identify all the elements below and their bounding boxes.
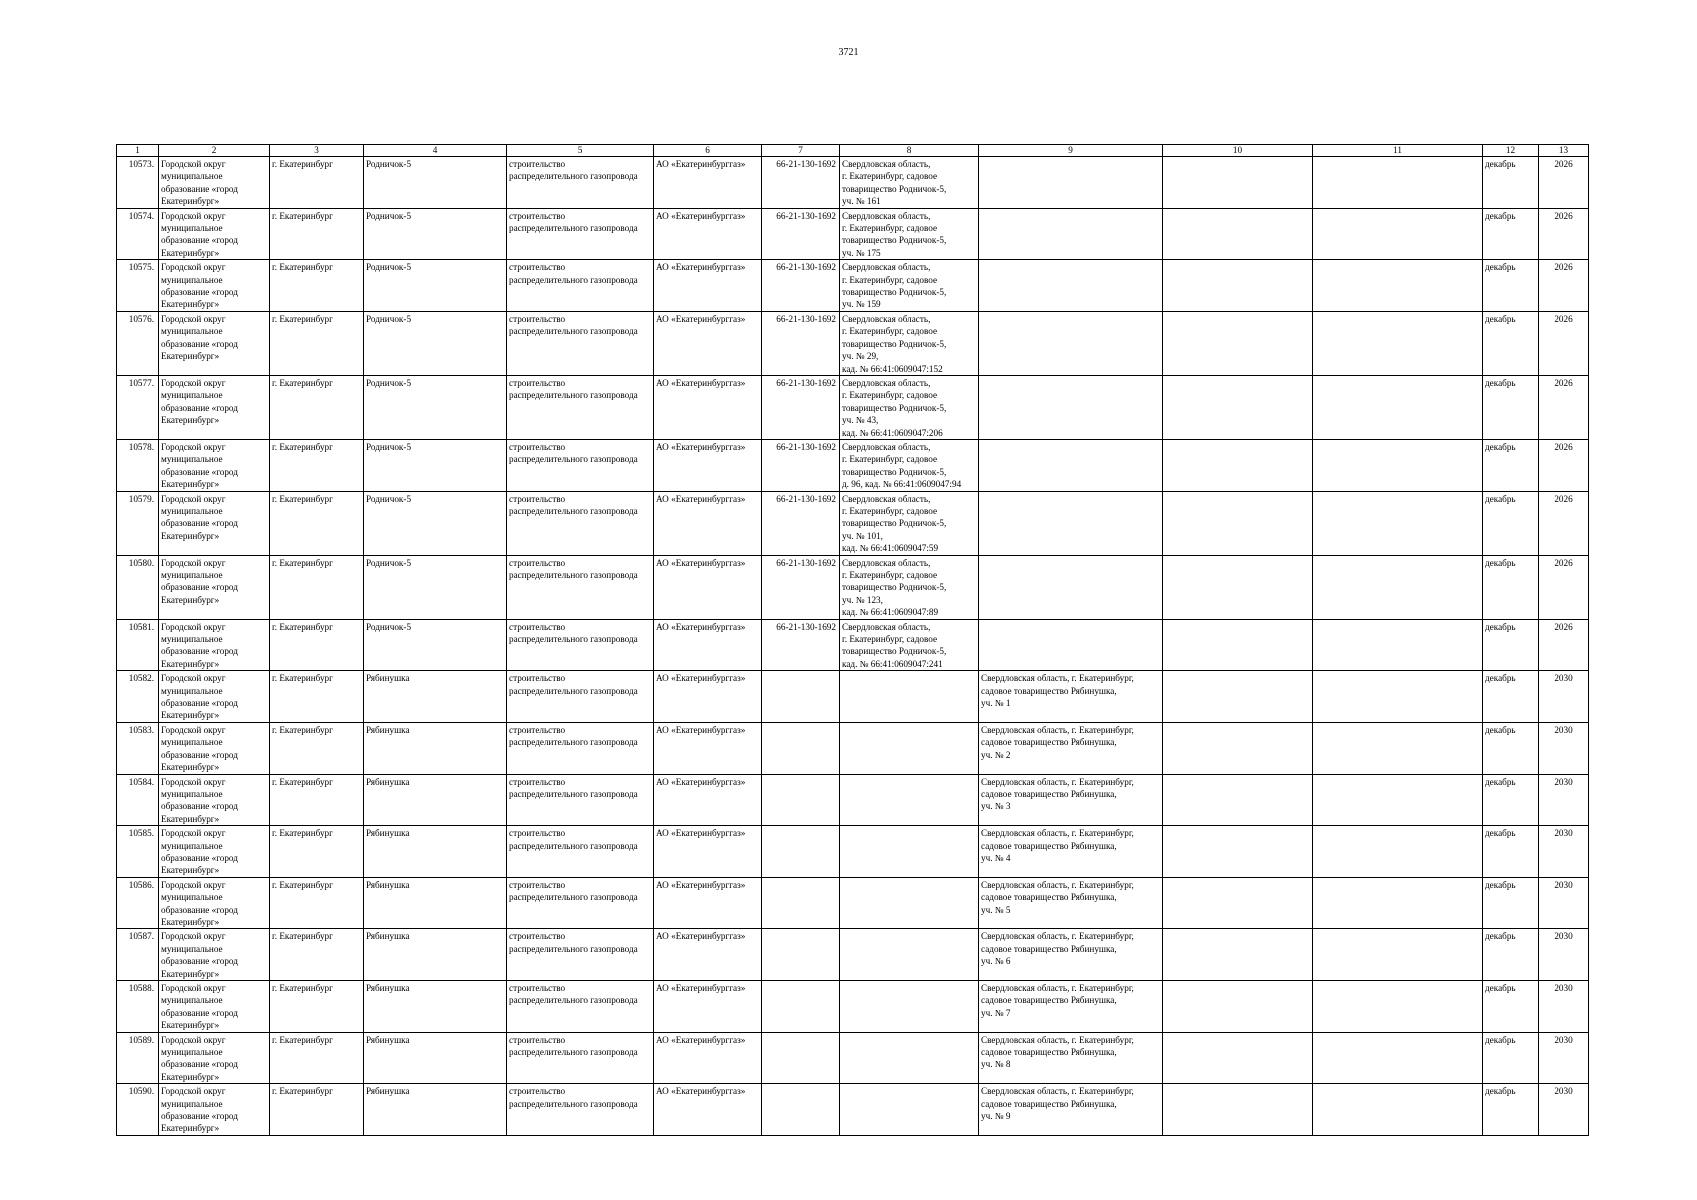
month-cell: декабрь: [1483, 929, 1539, 981]
code-cell: [762, 929, 840, 981]
municipality-cell: Городской округ муниципальное образование «город Екатеринбург»: [159, 826, 270, 878]
col11-cell: [1313, 929, 1483, 981]
municipality-cell: Городской округ муниципальное образование «город Екатеринбург»: [159, 619, 270, 671]
table-row: [117, 929, 1589, 981]
row-number-cell: 10588.: [117, 981, 159, 1033]
municipality-cell: Городской округ муниципальное образование «город Екатеринбург»: [159, 671, 270, 723]
row-number-cell: 10582.: [117, 671, 159, 723]
column-header: 7: [762, 145, 840, 157]
year-cell: 2026: [1539, 157, 1589, 209]
row-number-cell: 10577.: [117, 375, 159, 439]
col10-cell: [1163, 491, 1313, 555]
register-table: [116, 144, 1589, 1136]
address-col8-cell: [840, 671, 979, 723]
month-cell: декабрь: [1483, 722, 1539, 774]
row-number-cell: 10575.: [117, 260, 159, 312]
address-col9-cell: [979, 619, 1163, 671]
settlement-cell: Родничок-5: [364, 619, 507, 671]
year-cell: 2026: [1539, 439, 1589, 491]
column-header: 6: [654, 145, 762, 157]
settlement-cell: Родничок-5: [364, 260, 507, 312]
settlement-cell: Рябинушка: [364, 1084, 507, 1136]
settlement-cell: Родничок-5: [364, 375, 507, 439]
operator-cell: АО «Екатеринбурггаз»: [654, 439, 762, 491]
municipality-cell: Городской округ муниципальное образование «город Екатеринбург»: [159, 722, 270, 774]
operator-cell: АО «Екатеринбурггаз»: [654, 157, 762, 209]
address-col8-cell: [840, 1084, 979, 1136]
column-header: 3: [270, 145, 364, 157]
operator-cell: АО «Екатеринбурггаз»: [654, 929, 762, 981]
code-cell: [762, 1084, 840, 1136]
column-header: 11: [1313, 145, 1483, 157]
address-col8-cell: [840, 877, 979, 929]
address-col9-cell: Свердловская область, г. Екатеринбург, садовое товарищество Рябинушка, уч. № 7: [979, 981, 1163, 1033]
col10-cell: [1163, 375, 1313, 439]
col10-cell: [1163, 208, 1313, 260]
work-type-cell: строительство распределительного газопровода: [507, 1032, 654, 1084]
city-cell: г. Екатеринбург: [270, 981, 364, 1033]
year-cell: 2030: [1539, 722, 1589, 774]
city-cell: г. Екатеринбург: [270, 311, 364, 375]
month-cell: декабрь: [1483, 1032, 1539, 1084]
page-number: 3721: [838, 47, 859, 58]
col10-cell: [1163, 826, 1313, 878]
city-cell: г. Екатеринбург: [270, 375, 364, 439]
address-col8-cell: Свердловская область, г. Екатеринбург, садовое товарищество Родничок-5, уч. № 101, кад. № 66:41:0609047:59: [840, 491, 979, 555]
settlement-cell: Родничок-5: [364, 439, 507, 491]
year-cell: 2030: [1539, 1084, 1589, 1136]
address-col9-cell: Свердловская область, г. Екатеринбург, садовое товарищество Рябинушка, уч. № 9: [979, 1084, 1163, 1136]
col11-cell: [1313, 260, 1483, 312]
col11-cell: [1313, 722, 1483, 774]
address-col9-cell: [979, 208, 1163, 260]
municipality-cell: Городской округ муниципальное образование «город Екатеринбург»: [159, 260, 270, 312]
code-cell: 66-21-130-1692: [762, 375, 840, 439]
row-number-cell: 10580.: [117, 555, 159, 619]
work-type-cell: строительство распределительного газопровода: [507, 619, 654, 671]
address-col8-cell: Свердловская область, г. Екатеринбург, садовое товарищество Родничок-5, уч. № 159: [840, 260, 979, 312]
work-type-cell: строительство распределительного газопровода: [507, 491, 654, 555]
row-number-cell: 10590.: [117, 1084, 159, 1136]
col10-cell: [1163, 555, 1313, 619]
code-cell: 66-21-130-1692: [762, 439, 840, 491]
operator-cell: АО «Екатеринбурггаз»: [654, 208, 762, 260]
municipality-cell: Городской округ муниципальное образование «город Екатеринбург»: [159, 491, 270, 555]
table-row: [117, 1084, 1589, 1136]
year-cell: 2026: [1539, 619, 1589, 671]
address-col8-cell: [840, 774, 979, 826]
col11-cell: [1313, 157, 1483, 209]
year-cell: 2026: [1539, 260, 1589, 312]
year-cell: 2030: [1539, 877, 1589, 929]
operator-cell: АО «Екатеринбурггаз»: [654, 375, 762, 439]
address-col8-cell: Свердловская область, г. Екатеринбург, садовое товарищество Родничок-5, уч. № 161: [840, 157, 979, 209]
municipality-cell: Городской округ муниципальное образование «город Екатеринбург»: [159, 1084, 270, 1136]
col10-cell: [1163, 774, 1313, 826]
municipality-cell: Городской округ муниципальное образование «город Екатеринбург»: [159, 311, 270, 375]
column-header: 12: [1483, 145, 1539, 157]
municipality-cell: Городской округ муниципальное образование «город Екатеринбург»: [159, 208, 270, 260]
work-type-cell: строительство распределительного газопровода: [507, 439, 654, 491]
code-cell: 66-21-130-1692: [762, 555, 840, 619]
code-cell: 66-21-130-1692: [762, 491, 840, 555]
work-type-cell: строительство распределительного газопровода: [507, 877, 654, 929]
table-row: [117, 439, 1589, 491]
month-cell: декабрь: [1483, 208, 1539, 260]
year-cell: 2026: [1539, 208, 1589, 260]
month-cell: декабрь: [1483, 774, 1539, 826]
operator-cell: АО «Екатеринбурггаз»: [654, 1032, 762, 1084]
municipality-cell: Городской округ муниципальное образование «город Екатеринбург»: [159, 774, 270, 826]
month-cell: декабрь: [1483, 157, 1539, 209]
address-col8-cell: [840, 929, 979, 981]
code-cell: [762, 774, 840, 826]
operator-cell: АО «Екатеринбурггаз»: [654, 619, 762, 671]
municipality-cell: Городской округ муниципальное образование «город Екатеринбург»: [159, 981, 270, 1033]
col11-cell: [1313, 439, 1483, 491]
settlement-cell: Рябинушка: [364, 1032, 507, 1084]
table-row: [117, 826, 1589, 878]
address-col8-cell: Свердловская область, г. Екатеринбург, садовое товарищество Родничок-5, уч. № 29, кад. № 66:41:0609047:152: [840, 311, 979, 375]
row-number-cell: 10586.: [117, 877, 159, 929]
operator-cell: АО «Екатеринбурггаз»: [654, 260, 762, 312]
address-col8-cell: [840, 826, 979, 878]
address-col8-cell: [840, 1032, 979, 1084]
city-cell: г. Екатеринбург: [270, 826, 364, 878]
work-type-cell: строительство распределительного газопровода: [507, 208, 654, 260]
municipality-cell: Городской округ муниципальное образование «город Екатеринбург»: [159, 555, 270, 619]
month-cell: декабрь: [1483, 260, 1539, 312]
col11-cell: [1313, 208, 1483, 260]
col10-cell: [1163, 722, 1313, 774]
operator-cell: АО «Екатеринбурггаз»: [654, 722, 762, 774]
code-cell: [762, 1032, 840, 1084]
city-cell: г. Екатеринбург: [270, 157, 364, 209]
code-cell: 66-21-130-1692: [762, 260, 840, 312]
col10-cell: [1163, 1084, 1313, 1136]
col11-cell: [1313, 671, 1483, 723]
year-cell: 2030: [1539, 929, 1589, 981]
table-row: [117, 260, 1589, 312]
address-col9-cell: Свердловская область, г. Екатеринбург, садовое товарищество Рябинушка, уч. № 4: [979, 826, 1163, 878]
column-header: 13: [1539, 145, 1589, 157]
municipality-cell: Городской округ муниципальное образование «город Екатеринбург»: [159, 157, 270, 209]
city-cell: г. Екатеринбург: [270, 619, 364, 671]
month-cell: декабрь: [1483, 491, 1539, 555]
municipality-cell: Городской округ муниципальное образование «город Екатеринбург»: [159, 877, 270, 929]
city-cell: г. Екатеринбург: [270, 774, 364, 826]
address-col9-cell: Свердловская область, г. Екатеринбург, садовое товарищество Рябинушка, уч. № 6: [979, 929, 1163, 981]
year-cell: 2026: [1539, 555, 1589, 619]
work-type-cell: строительство распределительного газопровода: [507, 157, 654, 209]
table-row: [117, 208, 1589, 260]
col10-cell: [1163, 439, 1313, 491]
address-col9-cell: [979, 491, 1163, 555]
col11-cell: [1313, 826, 1483, 878]
work-type-cell: строительство распределительного газопровода: [507, 1084, 654, 1136]
address-col9-cell: Свердловская область, г. Екатеринбург, садовое товарищество Рябинушка, уч. № 5: [979, 877, 1163, 929]
month-cell: декабрь: [1483, 311, 1539, 375]
header-row: [117, 145, 1589, 157]
table-row: [117, 671, 1589, 723]
column-header: 4: [364, 145, 507, 157]
address-col9-cell: Свердловская область, г. Екатеринбург, садовое товарищество Рябинушка, уч. № 1: [979, 671, 1163, 723]
col10-cell: [1163, 1032, 1313, 1084]
row-number-cell: 10573.: [117, 157, 159, 209]
table-row: [117, 774, 1589, 826]
city-cell: г. Екатеринбург: [270, 1084, 364, 1136]
code-cell: [762, 671, 840, 723]
code-cell: 66-21-130-1692: [762, 311, 840, 375]
month-cell: декабрь: [1483, 619, 1539, 671]
operator-cell: АО «Екатеринбурггаз»: [654, 877, 762, 929]
table-row: [117, 491, 1589, 555]
address-col8-cell: Свердловская область, г. Екатеринбург, садовое товарищество Родничок-5, д. 96, кад. № 66:41:0609047:94: [840, 439, 979, 491]
year-cell: 2030: [1539, 826, 1589, 878]
col10-cell: [1163, 260, 1313, 312]
col11-cell: [1313, 774, 1483, 826]
operator-cell: АО «Екатеринбурггаз»: [654, 981, 762, 1033]
row-number-cell: 10576.: [117, 311, 159, 375]
row-number-cell: 10574.: [117, 208, 159, 260]
operator-cell: АО «Екатеринбурггаз»: [654, 671, 762, 723]
table-row: [117, 157, 1589, 209]
col10-cell: [1163, 877, 1313, 929]
col10-cell: [1163, 157, 1313, 209]
settlement-cell: Родничок-5: [364, 555, 507, 619]
operator-cell: АО «Екатеринбурггаз»: [654, 826, 762, 878]
work-type-cell: строительство распределительного газопровода: [507, 774, 654, 826]
code-cell: 66-21-130-1692: [762, 208, 840, 260]
year-cell: 2026: [1539, 311, 1589, 375]
settlement-cell: Рябинушка: [364, 826, 507, 878]
month-cell: декабрь: [1483, 439, 1539, 491]
table-row: [117, 981, 1589, 1033]
address-col8-cell: Свердловская область, г. Екатеринбург, садовое товарищество Родничок-5, уч. № 43, кад. № 66:41:0609047:206: [840, 375, 979, 439]
month-cell: декабрь: [1483, 826, 1539, 878]
col10-cell: [1163, 929, 1313, 981]
table-row: [117, 877, 1589, 929]
city-cell: г. Екатеринбург: [270, 208, 364, 260]
col10-cell: [1163, 981, 1313, 1033]
col11-cell: [1313, 311, 1483, 375]
settlement-cell: Родничок-5: [364, 311, 507, 375]
settlement-cell: Рябинушка: [364, 929, 507, 981]
work-type-cell: строительство распределительного газопровода: [507, 375, 654, 439]
col11-cell: [1313, 491, 1483, 555]
address-col8-cell: Свердловская область, г. Екатеринбург, садовое товарищество Родничок-5, уч. № 123, кад. № 66:41:0609047:89: [840, 555, 979, 619]
row-number-cell: 10585.: [117, 826, 159, 878]
column-header: 5: [507, 145, 654, 157]
operator-cell: АО «Екатеринбурггаз»: [654, 1084, 762, 1136]
municipality-cell: Городской округ муниципальное образование «город Екатеринбург»: [159, 375, 270, 439]
address-col9-cell: Свердловская область, г. Екатеринбург, садовое товарищество Рябинушка, уч. № 3: [979, 774, 1163, 826]
row-number-cell: 10578.: [117, 439, 159, 491]
row-number-cell: 10581.: [117, 619, 159, 671]
settlement-cell: Рябинушка: [364, 981, 507, 1033]
col10-cell: [1163, 619, 1313, 671]
city-cell: г. Екатеринбург: [270, 877, 364, 929]
year-cell: 2030: [1539, 774, 1589, 826]
municipality-cell: Городской округ муниципальное образование «город Екатеринбург»: [159, 1032, 270, 1084]
col11-cell: [1313, 877, 1483, 929]
table-body: [117, 157, 1589, 1136]
settlement-cell: Родничок-5: [364, 157, 507, 209]
month-cell: декабрь: [1483, 877, 1539, 929]
code-cell: 66-21-130-1692: [762, 157, 840, 209]
operator-cell: АО «Екатеринбурггаз»: [654, 311, 762, 375]
month-cell: декабрь: [1483, 555, 1539, 619]
operator-cell: АО «Екатеринбурггаз»: [654, 491, 762, 555]
code-cell: 66-21-130-1692: [762, 619, 840, 671]
address-col9-cell: [979, 157, 1163, 209]
work-type-cell: строительство распределительного газопровода: [507, 671, 654, 723]
city-cell: г. Екатеринбург: [270, 555, 364, 619]
col11-cell: [1313, 981, 1483, 1033]
column-header: 1: [117, 145, 159, 157]
year-cell: 2030: [1539, 981, 1589, 1033]
row-number-cell: 10587.: [117, 929, 159, 981]
year-cell: 2030: [1539, 1032, 1589, 1084]
work-type-cell: строительство распределительного газопровода: [507, 722, 654, 774]
table-row: [117, 311, 1589, 375]
row-number-cell: 10589.: [117, 1032, 159, 1084]
address-col9-cell: [979, 311, 1163, 375]
column-header: 9: [979, 145, 1163, 157]
city-cell: г. Екатеринбург: [270, 491, 364, 555]
col10-cell: [1163, 671, 1313, 723]
code-cell: [762, 826, 840, 878]
table-row: [117, 375, 1589, 439]
row-number-cell: 10583.: [117, 722, 159, 774]
column-header: 8: [840, 145, 979, 157]
city-cell: г. Екатеринбург: [270, 722, 364, 774]
address-col8-cell: Свердловская область, г. Екатеринбург, садовое товарищество Родничок-5, кад. № 66:41:0609047:241: [840, 619, 979, 671]
month-cell: декабрь: [1483, 671, 1539, 723]
table-row: [117, 555, 1589, 619]
row-number-cell: 10584.: [117, 774, 159, 826]
column-header: 2: [159, 145, 270, 157]
work-type-cell: строительство распределительного газопровода: [507, 981, 654, 1033]
operator-cell: АО «Екатеринбурггаз»: [654, 555, 762, 619]
row-number-cell: 10579.: [117, 491, 159, 555]
address-col8-cell: Свердловская область, г. Екатеринбург, садовое товарищество Родничок-5, уч. № 175: [840, 208, 979, 260]
settlement-cell: Рябинушка: [364, 671, 507, 723]
col10-cell: [1163, 311, 1313, 375]
address-col9-cell: Свердловская область, г. Екатеринбург, садовое товарищество Рябинушка, уч. № 8: [979, 1032, 1163, 1084]
column-header: 10: [1163, 145, 1313, 157]
address-col9-cell: [979, 375, 1163, 439]
col11-cell: [1313, 555, 1483, 619]
address-col9-cell: [979, 439, 1163, 491]
city-cell: г. Екатеринбург: [270, 1032, 364, 1084]
address-col9-cell: Свердловская область, г. Екатеринбург, садовое товарищество Рябинушка, уч. № 2: [979, 722, 1163, 774]
table-row: [117, 619, 1589, 671]
city-cell: г. Екатеринбург: [270, 260, 364, 312]
col11-cell: [1313, 1084, 1483, 1136]
address-col9-cell: [979, 260, 1163, 312]
work-type-cell: строительство распределительного газопровода: [507, 929, 654, 981]
city-cell: г. Екатеринбург: [270, 929, 364, 981]
settlement-cell: Рябинушка: [364, 722, 507, 774]
year-cell: 2026: [1539, 375, 1589, 439]
municipality-cell: Городской округ муниципальное образование «город Екатеринбург»: [159, 439, 270, 491]
month-cell: декабрь: [1483, 981, 1539, 1033]
operator-cell: АО «Екатеринбурггаз»: [654, 774, 762, 826]
settlement-cell: Рябинушка: [364, 774, 507, 826]
city-cell: г. Екатеринбург: [270, 439, 364, 491]
work-type-cell: строительство распределительного газопровода: [507, 555, 654, 619]
address-col8-cell: [840, 981, 979, 1033]
settlement-cell: Родничок-5: [364, 491, 507, 555]
city-cell: г. Екатеринбург: [270, 671, 364, 723]
code-cell: [762, 877, 840, 929]
address-col8-cell: [840, 722, 979, 774]
code-cell: [762, 981, 840, 1033]
col11-cell: [1313, 619, 1483, 671]
work-type-cell: строительство распределительного газопровода: [507, 260, 654, 312]
code-cell: [762, 722, 840, 774]
address-col9-cell: [979, 555, 1163, 619]
table-row: [117, 722, 1589, 774]
work-type-cell: строительство распределительного газопровода: [507, 826, 654, 878]
table-row: [117, 1032, 1589, 1084]
col11-cell: [1313, 375, 1483, 439]
municipality-cell: Городской округ муниципальное образование «город Екатеринбург»: [159, 929, 270, 981]
year-cell: 2026: [1539, 491, 1589, 555]
settlement-cell: Рябинушка: [364, 877, 507, 929]
work-type-cell: строительство распределительного газопровода: [507, 311, 654, 375]
month-cell: декабрь: [1483, 1084, 1539, 1136]
settlement-cell: Родничок-5: [364, 208, 507, 260]
col11-cell: [1313, 1032, 1483, 1084]
year-cell: 2030: [1539, 671, 1589, 723]
month-cell: декабрь: [1483, 375, 1539, 439]
